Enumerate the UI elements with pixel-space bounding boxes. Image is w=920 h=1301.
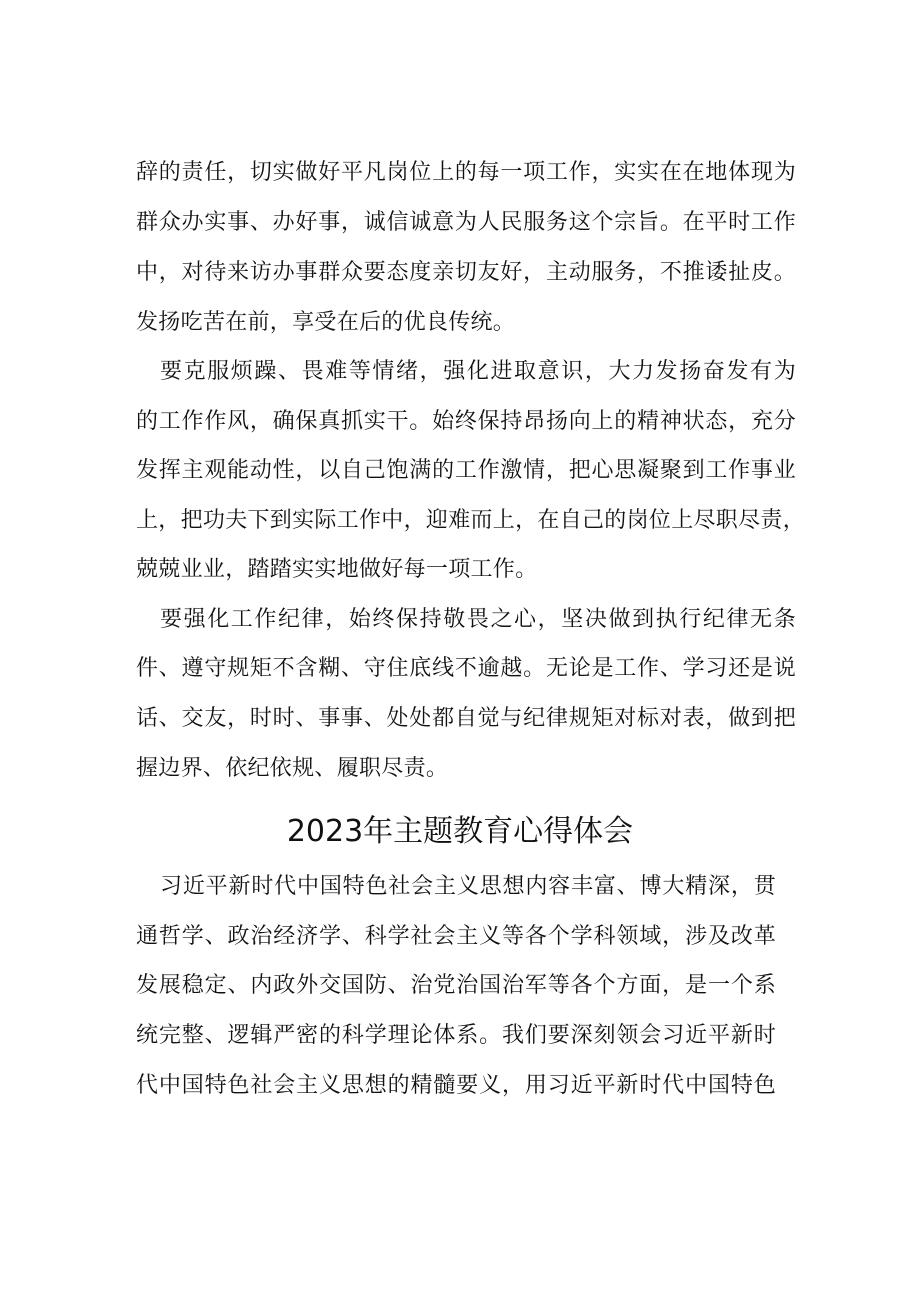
paragraph-1-line-3: 中，对待来访办事群众要态度亲切友好，主动服务，不推诿扯皮。 <box>136 260 796 285</box>
paragraph-4-line-2: 通哲学、政治经济学、科学社会主义等各个学科领域，涉及改革 <box>136 924 776 949</box>
paragraph-4-line-5: 代中国特色社会主义思想的精髓要义，用习近平新时代中国特色 <box>136 1073 776 1098</box>
paragraph-4-line-1: 习近平新时代中国特色社会主义思想内容丰富、博大精深，贯 <box>160 874 776 899</box>
paragraph-1-line-4: 发扬吃苦在前，享受在后的优良传统。 <box>136 310 516 335</box>
paragraph-2-line-3: 发挥主观能动性，以自己饱满的工作激情，把心思凝聚到工作事业 <box>136 458 796 483</box>
paragraph-3-line-3: 话、交友，时时、事事、处处都自觉与纪律规矩对标对表，做到把 <box>136 706 796 731</box>
paragraph-2-line-5: 兢兢业业，踏踏实实地做好每一项工作。 <box>136 557 538 582</box>
paragraph-3-line-1: 要强化工作纪律，始终保持敬畏之心，坚决做到执行纪律无条 <box>160 607 796 632</box>
paragraph-2-line-2: 的工作作风，确保真抓实干。始终保持昂扬向上的精神状态，充分 <box>136 409 796 434</box>
paragraph-4-line-4: 统完整、逻辑严密的科学理论体系。我们要深刻领会习近平新时 <box>136 1023 776 1048</box>
section-title: 2023年主题教育心得体会 <box>286 814 634 849</box>
paragraph-1-line-1: 辞的责任，切实做好平凡岗位上的每一项工作，实实在在地体现为 <box>136 160 796 185</box>
paragraph-3-line-2: 件、遵守规矩不含糊、守住底线不逾越。无论是工作、学习还是说 <box>136 656 796 681</box>
paragraph-2-line-1: 要克服烦躁、畏难等情绪，强化进取意识，大力发扬奋发有为 <box>160 359 796 384</box>
paragraph-2-line-4: 上，把功夫下到实际工作中，迎难而上，在自己的岗位上尽职尽责， <box>136 508 806 533</box>
paragraph-1-line-2: 群众办实事、办好事，诚信诚意为人民服务这个宗旨。在平时工作 <box>136 210 796 235</box>
paragraph-4-line-3: 发展稳定、内政外交国防、治党治国治军等各个方面，是一个系 <box>136 973 776 998</box>
paragraph-3-line-4: 握边界、依纪依规、履职尽责。 <box>136 756 449 781</box>
